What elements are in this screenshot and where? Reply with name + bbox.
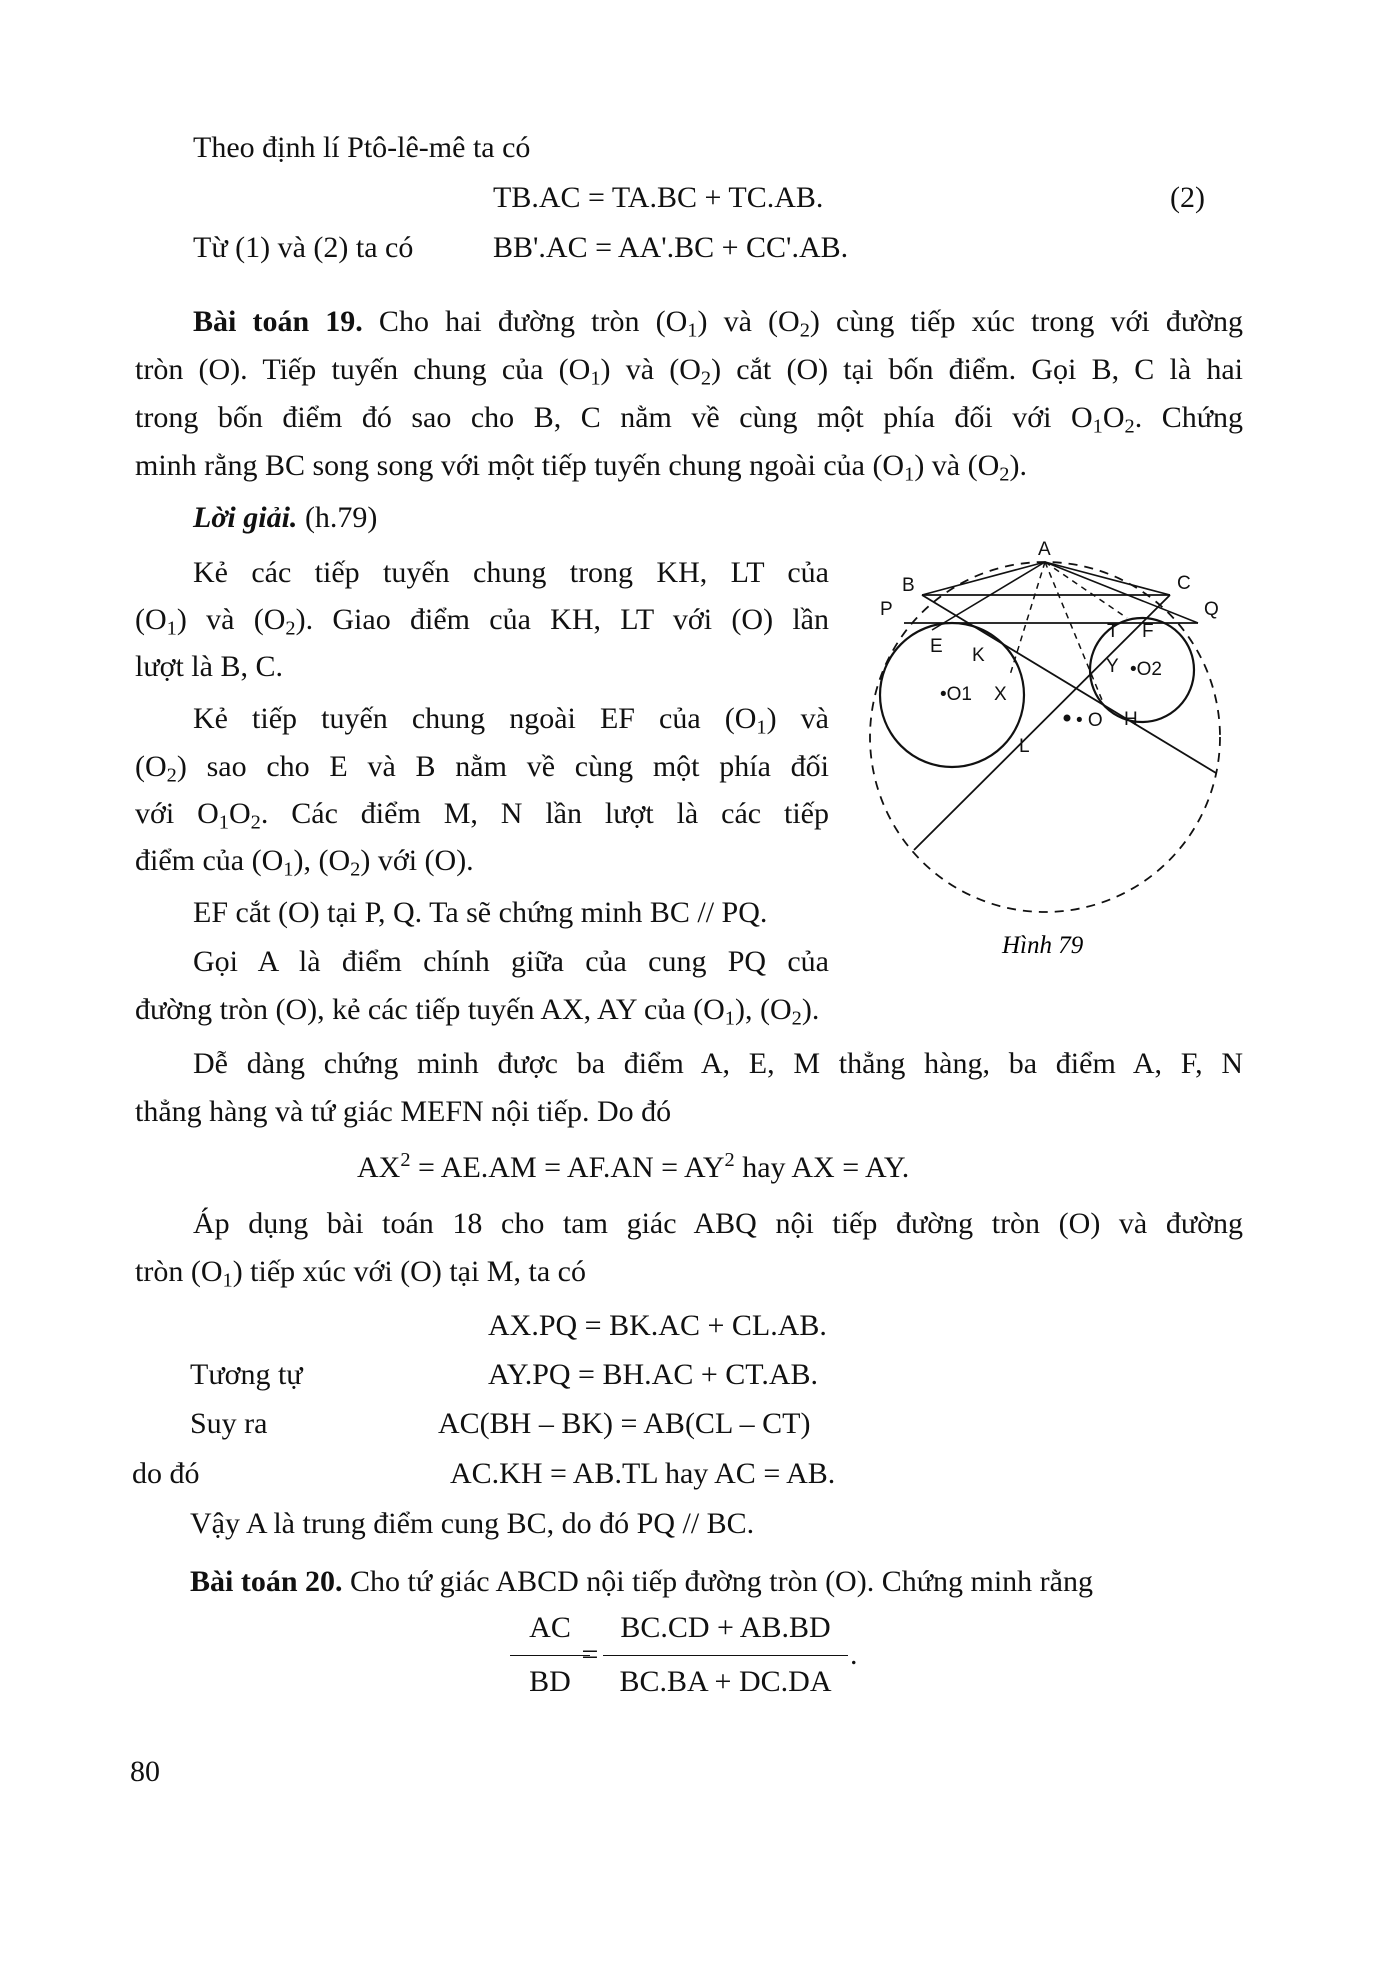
circle-o [870, 562, 1220, 912]
label-e: E [930, 636, 943, 657]
problem-19-heading: Bài toán 19. [193, 305, 363, 338]
label-t: T [1107, 621, 1119, 642]
label-f: F [1142, 621, 1154, 642]
p19-line-3: trong bốn điểm đó sao cho B, C nằm về cùng một phía đối với $O_1O_2$. Chứng [135, 401, 1244, 438]
label-y: Y [1106, 656, 1119, 677]
label-h: H [1124, 709, 1138, 730]
label-o2: •O2 [1130, 659, 1162, 680]
label-p: P [880, 599, 893, 620]
point-o [1064, 715, 1071, 722]
segment-ab [922, 562, 1045, 595]
label-a: A [1038, 539, 1051, 560]
tangent-ay [1045, 562, 1102, 700]
from-1-2-label: Từ (1) và (2) ta có [193, 231, 414, 264]
label-c: C [1177, 573, 1191, 594]
segment-ae [932, 562, 1045, 630]
ptolemy-line: Theo định lí Ptô-lê-mê ta có [193, 131, 531, 164]
figure-caption: Hình 79 [1002, 932, 1084, 959]
formula-period: . [850, 1638, 858, 1671]
equation-2: TB.AC = TA.BC + TC.AB. [493, 181, 824, 214]
label-o1: •O1 [940, 684, 972, 705]
label-o: • O [1076, 710, 1103, 731]
equation-b: AY.PQ = BH.AC + CT.AB. [488, 1358, 819, 1391]
label-b: B [902, 575, 915, 596]
conclusion: Vậy A là trung điểm cung BC, do đó PQ // BC. [190, 1507, 755, 1540]
segment-ac [1045, 562, 1170, 595]
p19-line-1: Bài toán 19. Cho hai đường tròn $(O_1)$ và $(O_2)$ cùng tiếp xúc trong với đường [193, 305, 1243, 342]
fraction-1-denominator: BD [529, 1665, 571, 1698]
p19-line-4: minh rằng BC song song với một tiếp tuyến chung ngoài của $(O_1)$ và $(O_2)$. [135, 449, 1027, 486]
label-l: L [1019, 736, 1030, 757]
result-equation: BB'.AC = AA'.BC + CC'.AB. [493, 231, 849, 264]
equals-sign: = [581, 1638, 599, 1671]
equation-c: AC(BH – BK) = AB(CL – CT) [438, 1407, 811, 1440]
fraction-1-numerator: AC [529, 1611, 571, 1644]
hence-label: do đó [132, 1457, 200, 1490]
fraction-2-numerator: BC.CD + AB.BD [620, 1611, 831, 1644]
therefore-label: Suy ra [190, 1407, 268, 1440]
solution-paragraph-3: EF cắt (O) tại P, Q. Ta sẽ chứng minh BC // PQ. [193, 896, 768, 929]
figure-79 [862, 515, 1252, 960]
label-k: K [972, 645, 985, 666]
equation-a: AX.PQ = BK.AC + CL.AB. [488, 1309, 827, 1342]
solution-label: Lời giải. (h.79) [193, 501, 378, 534]
similarly-label: Tương tự [190, 1358, 303, 1391]
solution-figure-ref: (h.79) [304, 501, 378, 534]
p19-line-2: tròn (O). Tiếp tuyến chung của $(O_1)$ và $(O_2)$ cắt (O) tại bốn điểm. Gọi B, C là hai [135, 353, 1243, 390]
equation-ax-ay: $AX^2 = AE.AM = AF.AN = AY^2$ hay AX = AY. [357, 1148, 910, 1184]
problem-20-heading: Bài toán 20. [190, 1565, 343, 1598]
page-number: 80 [130, 1755, 160, 1788]
label-q: Q [1204, 599, 1219, 620]
fraction-2-denominator: BC.BA + DC.DA [619, 1665, 832, 1698]
label-x: X [994, 684, 1007, 705]
equation-2-tag: (2) [1170, 181, 1205, 214]
equation-d: AC.KH = AB.TL hay AC = AB. [450, 1457, 836, 1490]
problem-20-statement: Bài toán 20. Cho tứ giác ABCD nội tiếp đường tròn (O). Chứng minh rằng [190, 1565, 1093, 1598]
